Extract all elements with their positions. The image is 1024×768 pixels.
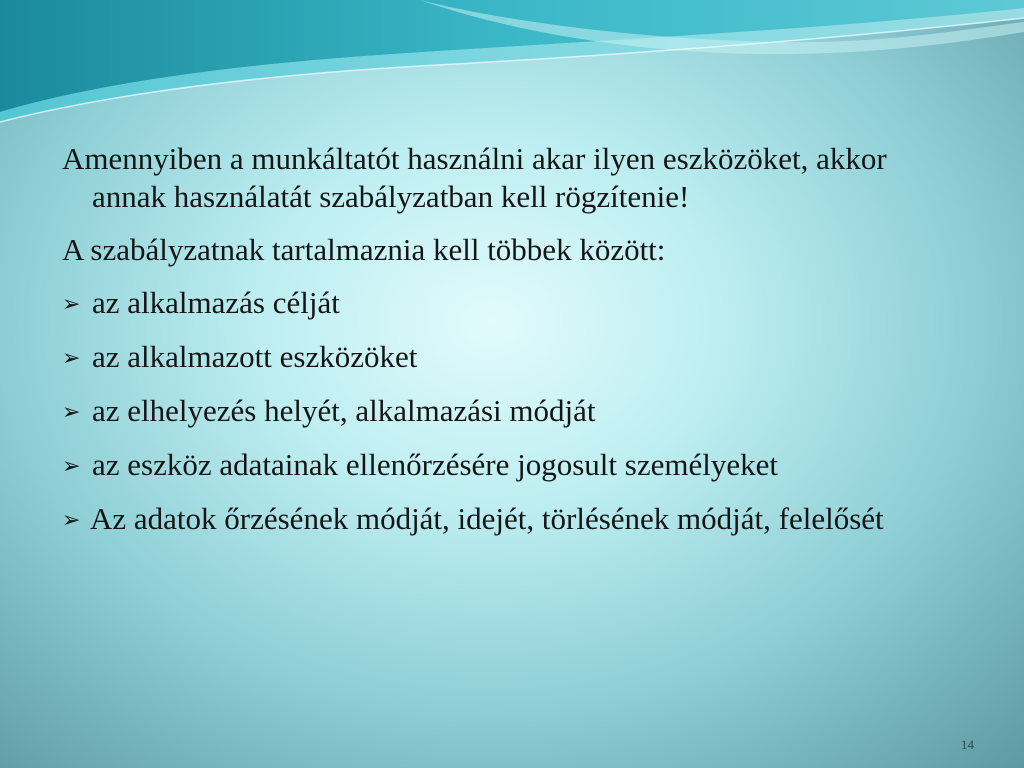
header-wave-decoration	[0, 0, 1024, 130]
slide-body	[62, 140, 962, 554]
arrow-bullet-icon: ➢	[62, 291, 81, 316]
intro-paragraph	[62, 140, 962, 216]
list-heading-text: A szabályzatnak tartalmaznia kell többek között:	[62, 232, 666, 267]
bullet-item	[62, 392, 962, 431]
intro-paragraph-text: Amennyiben a munkáltatót használni akar ilyen eszközöket, akkor annak használatát szabályzatban kell rögzítenie!	[62, 141, 887, 214]
bullet-item	[62, 284, 962, 323]
bullet-text: Az adatok őrzésének módját, idejét, törlésének módját, felelősét	[90, 501, 884, 536]
bullet-text: az alkalmazott eszközöket	[92, 339, 418, 374]
arrow-bullet-icon: ➢	[62, 507, 81, 532]
bullet-item	[62, 446, 962, 485]
bullet-text: az elhelyezés helyét, alkalmazási módját	[92, 393, 596, 428]
arrow-bullet-icon: ➢	[62, 345, 81, 370]
bullet-item	[62, 500, 962, 539]
bullet-text: az eszköz adatainak ellenőrzésére jogosult személyeket	[92, 447, 778, 482]
slide-number: 14	[961, 737, 974, 752]
arrow-bullet-icon: ➢	[62, 399, 81, 424]
bullet-text: az alkalmazás célját	[92, 285, 340, 320]
bullet-item	[62, 338, 962, 377]
list-heading	[62, 231, 962, 269]
arrow-bullet-icon: ➢	[62, 453, 81, 478]
